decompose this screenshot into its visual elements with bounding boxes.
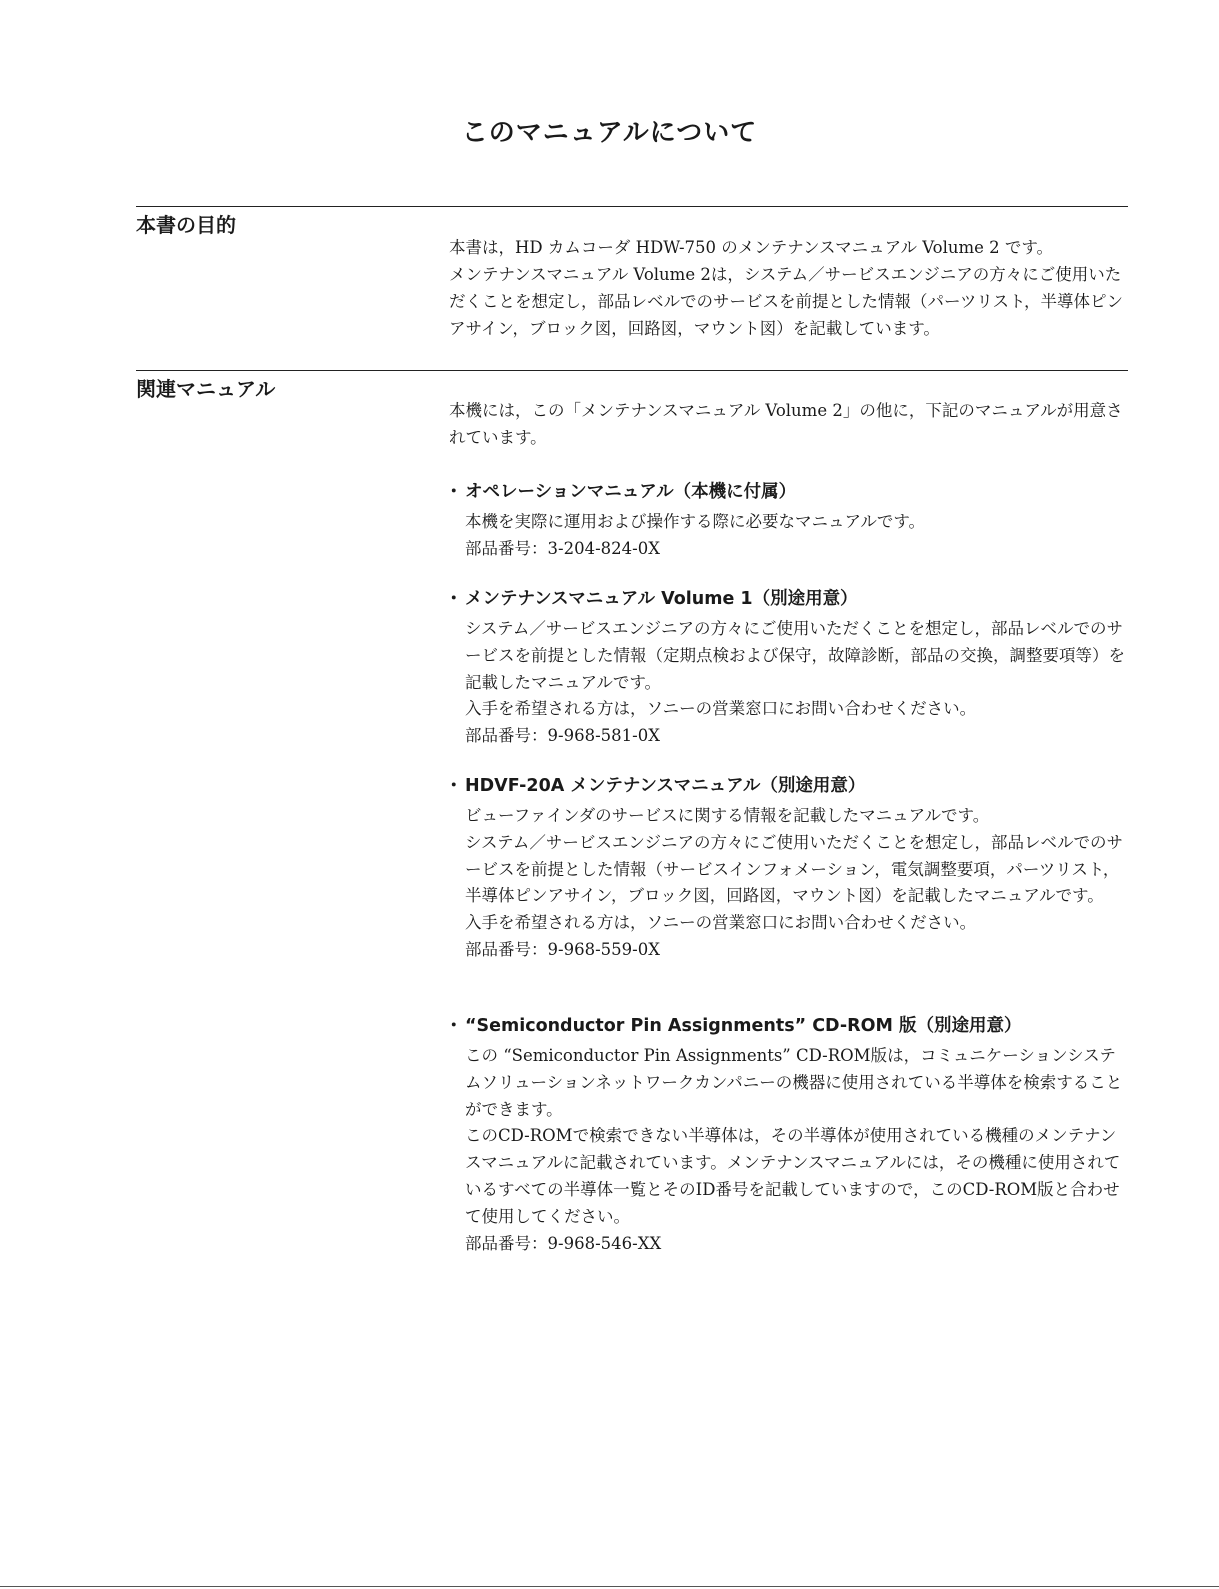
manual-title-text: オペレーションマニュアル（本機に付属）: [465, 482, 797, 502]
description-line: ビューファインダのサービスに関する情報を記載したマニュアルです。: [465, 806, 990, 825]
manual-item-semiconductor-cdrom: [445, 1011, 1129, 1257]
bullet-mark: ・: [445, 589, 463, 609]
part-number: 部品番号：9-968-559-0X: [465, 939, 660, 959]
manual-item-body: [465, 509, 1129, 563]
manual-item-body: [465, 803, 1129, 964]
manual-item-maintenance-vol1: [445, 584, 1129, 750]
purpose-paragraph: 本書は，HD カムコーダ HDW-750 のメンテナンスマニュアル Volume 2 です。: [449, 238, 1054, 257]
manual-item-hdvf20a: [445, 771, 1129, 964]
manual-item-title: [445, 584, 1129, 614]
manual-title-text: メンテナンスマニュアル Volume 1（別途用意）: [465, 589, 858, 609]
part-number: 部品番号：9-968-546-XX: [465, 1233, 662, 1253]
page-bottom-edge: [0, 1586, 1219, 1587]
contact-line: 入手を希望される方は，ソニーの営業窓口にお問い合わせください。: [465, 913, 977, 933]
related-manuals-intro: [449, 397, 1129, 451]
manual-item-body: [465, 616, 1129, 750]
description-line: この “Semiconductor Pin Assignments” CD-ROM版は，コミュニケーションシステムソリューションネットワークカンパニーの機器に使用されている半導体を検索することができます。: [465, 1046, 1123, 1119]
manual-item-body: [465, 1043, 1129, 1257]
description-line: システム／サービスエンジニアの方々にご使用いただくことを想定し，部品レベルでのサービスを前提とした情報（定期点検および保守，故障診断，部品の交換，調整要項等）を記載したマニュアルです。: [465, 619, 1125, 692]
purpose-body: [449, 234, 1129, 342]
manual-item-title: [445, 771, 1129, 801]
manual-title-text: “Semiconductor Pin Assignments” CD-ROM 版（別途用意）: [465, 1016, 1022, 1036]
part-number: 部品番号：3-204-824-0X: [465, 538, 660, 558]
description-line: このCD-ROMで検索できない半導体は，その半導体が使用されている機種のメンテナンスマニュアルに記載されています。メンテナンスマニュアルには，その機種に使用されているすべての半導体一覧とそのID番号を記載していますので，このCD-ROM版と合わせて使用してください。: [465, 1126, 1121, 1226]
manual-item-operation: [445, 477, 1129, 563]
bullet-mark: ・: [445, 482, 463, 502]
section-heading-related-manuals: 関連マニュアル: [136, 377, 276, 401]
description-line: システム／サービスエンジニアの方々にご使用いただくことを想定し，部品レベルでのサービスを前提とした情報（サービスインフォメーション，電気調整要項，パーツリスト，半導体ピンアサイン，ブロック図，回路図，マウント図）を記載したマニュアルです。: [465, 832, 1123, 906]
intro-paragraph: 本機には，この「メンテナンスマニュアル Volume 2」の他に，下記のマニュアルが用意されています。: [449, 401, 1123, 447]
description-line: 本機を実際に運用および操作する際に必要なマニュアルです。: [465, 512, 926, 531]
section-heading-purpose: 本書の目的: [136, 213, 236, 237]
section-divider: [136, 370, 1128, 371]
manual-item-title: [445, 1011, 1129, 1041]
manual-title-text: HDVF-20A メンテナンスマニュアル（別途用意）: [465, 776, 866, 796]
bullet-mark: ・: [445, 1016, 463, 1036]
page-title: このマニュアルについて: [461, 118, 758, 148]
bullet-mark: ・: [445, 776, 463, 796]
manual-item-title: [445, 477, 1129, 507]
part-number: 部品番号：9-968-581-0X: [465, 726, 660, 746]
contact-line: 入手を希望される方は，ソニーの営業窓口にお問い合わせください。: [465, 699, 977, 719]
section-divider: [136, 206, 1128, 207]
purpose-paragraph: メンテナンスマニュアル Volume 2は，システム／サービスエンジニアの方々にご使用いただくことを想定し，部品レベルでのサービスを前提とした情報（パーツリスト，半導体ピンアサイン，ブロック図，回路図，マウント図）を記載しています。: [449, 265, 1124, 338]
